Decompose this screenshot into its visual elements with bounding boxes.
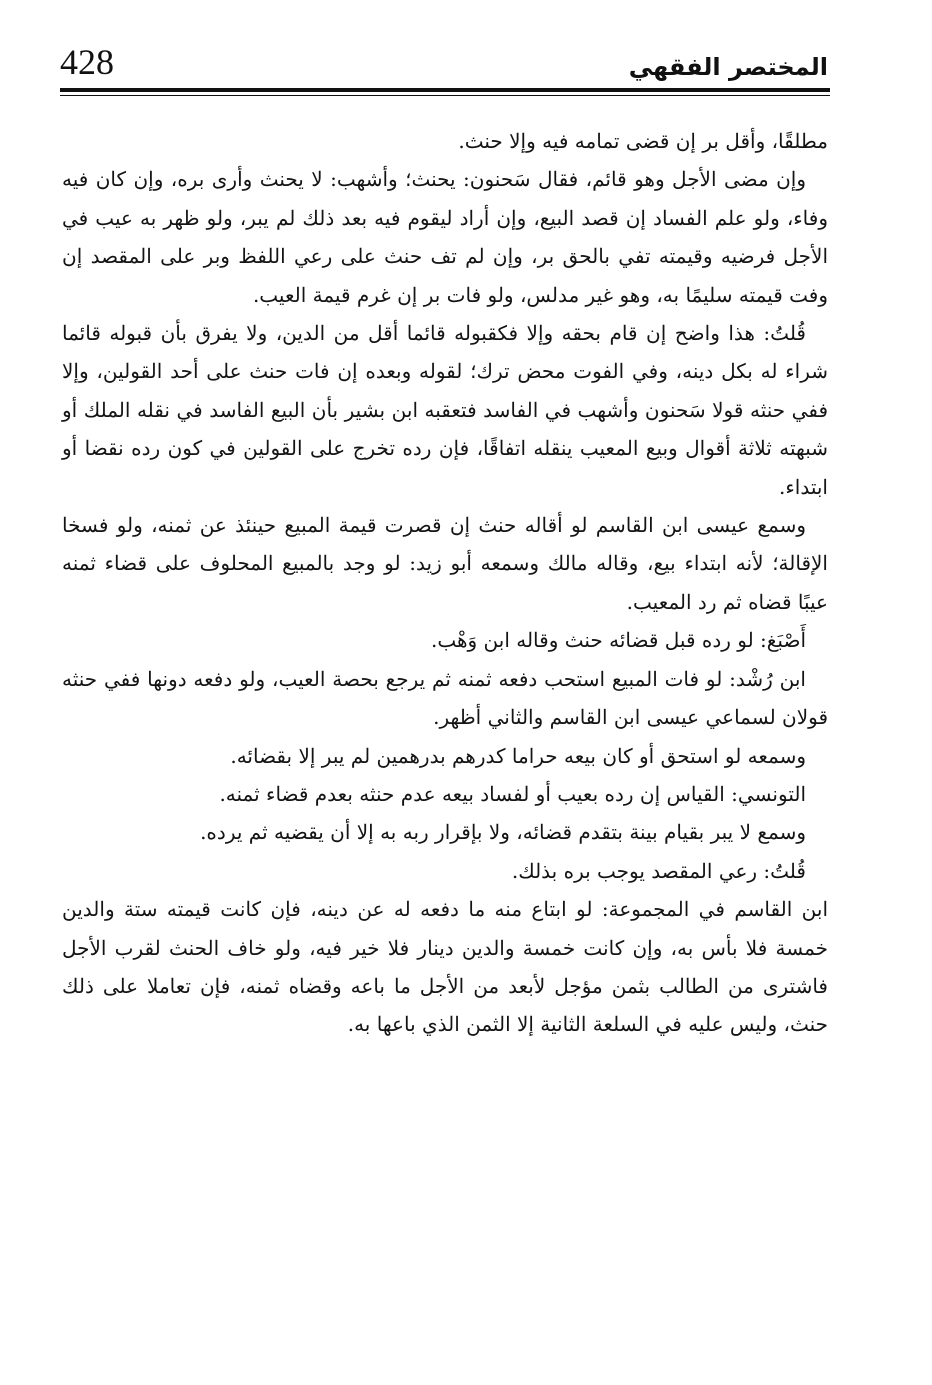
paragraph-3: قُلتُ: هذا واضح إن قام بحقه وإلا فكقبوله قائما أقل من الدين، ولا يفرق بأن قبوله قائما شراء له بكل دينه، وفي الفوت محض ترك؛ لقوله وبعده إن فات حنث على أحد القولين، وإلا ففي حنثه قولا سَحنون وأشهب في الفاسد فتعقبه ابن بشير بأن البيع الفاسد في نقله الملك أو شبهته ثلاثة أقوال وبيع المعيب ينقله اتفاقًا، فإن رده تخرج على القولين في كون رده نقضا أو ابتداء. — [62, 321, 828, 499]
paragraph-5: أَصْبَغ: لو رده قبل قضائه حنث وقاله ابن وَهْب. — [430, 628, 806, 653]
running-title: المختصر الفقهي — [628, 53, 828, 81]
paragraph-8: التونسي: القياس إن رده بعيب أو لفساد بيعه عدم حنثه بعدم قضاء ثمنه. — [219, 781, 806, 806]
header-rule-thin — [60, 95, 830, 96]
body-text — [62, 122, 828, 1044]
paragraph-7: وسمعه لو استحق أو كان بيعه حراما كدرهم بدرهمين لم يبر إلا بقضائه. — [230, 743, 806, 768]
paragraph-10: قُلتُ: رعي المقصد يوجب بره بذلك. — [511, 858, 806, 883]
header-rule-thick — [60, 88, 830, 92]
paragraph-2: وإن مضى الأجل وهو قائم، فقال سَحنون: يحنث؛ وأشهب: لا يحنث وأرى بره، وإن كان فيه وفاء، ولو علم الفساد إن قصد البيع، وإن أراد ليقوم فيه بعد ذلك لم يبر، ولو ظهر به عيب في الأجل فرضيه وقيمته تفي بالحق بر، وإن لم تف حنث على رعي اللفظ وبر على المقصد إن وفت قيمته سليمًا به، وهو غير مدلس، ولو فات بر إن غرم قيمة العيب. — [62, 167, 828, 307]
paragraph-9: وسمع لا يبر بقيام بينة بتقدم قضائه، ولا بإقرار ربه به إلا أن يقضيه ثم يرده. — [200, 820, 806, 845]
paragraph-6: ابن رُشْد: لو فات المبيع استحب دفعه ثمنه ثم يرجع بحصة العيب، ولو دفعه دونها ففي حنثه قولان لسماعي عيسى ابن القاسم والثاني أظهر. — [62, 666, 828, 730]
page-number: 428 — [60, 42, 114, 82]
paragraph-1: مطلقًا، وأقل بر إن قضى تمامه فيه وإلا حنث. — [458, 129, 828, 153]
paragraph-11: ابن القاسم في المجموعة: لو ابتاع منه ما دفعه له عن دينه، فإن كانت قيمته ستة والدين خمسة فلا بأس به، وإن كانت خمسة والدين دينار فلا خير فيه، ولو خاف الحنث لقرب الأجل فاشترى من الطالب بثمن مؤجل لأبعد من الأجل ما باعه وقضاه ثمنه، فإن تعاملا على ذلك حنث، وليس عليه في السلعة الثانية إلا الثمن الذي باعها به. — [62, 897, 828, 1037]
paragraph-4: وسمع عيسى ابن القاسم لو أقاله حنث إن قصرت قيمة المبيع حينئذ عن ثمنه، ولو فسخا الإقالة؛ لأنه ابتداء بيع، وقاله مالك وسمعه أبو زيد: لو وجد بالمبيع المحلوف على قضاء ثمنه عيبًا قضاه ثم رد المعيب. — [62, 513, 828, 614]
page-header — [60, 40, 828, 90]
